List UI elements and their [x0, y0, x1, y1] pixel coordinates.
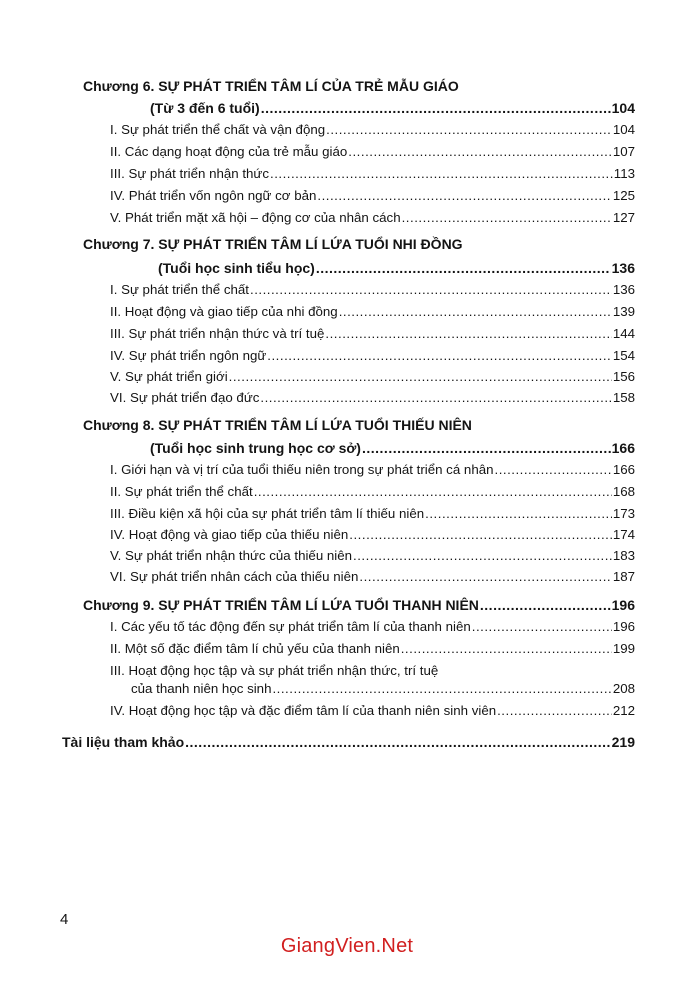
- toc-entry-label: IV. Phát triển vốn ngôn ngữ cơ bản: [110, 188, 317, 203]
- toc-entry-label: I. Các yếu tố tác động đến sự phát triển tâm lí của thanh niên: [110, 619, 471, 634]
- toc-entry: [110, 702, 635, 720]
- toc-entry-page: 166: [612, 462, 635, 477]
- dot-leader: [480, 596, 611, 614]
- chapter-9-title-row: [83, 596, 635, 614]
- toc-entry: [110, 547, 635, 565]
- toc-entry-page: 113: [613, 166, 635, 181]
- toc-entry-label: III. Hoạt động học tập và sự phát triển nhận thức, trí tuệ: [110, 663, 439, 678]
- toc-entry-label: IV. Hoạt động học tập và đặc điểm tâm lí của thanh niên sinh viên: [110, 703, 497, 718]
- toc-entry-label: II. Các dạng hoạt động của trẻ mẫu giáo: [110, 144, 348, 159]
- toc-entry-label: III. Sự phát triển nhận thức: [110, 166, 269, 181]
- toc-entry-label: VI. Sự phát triển nhân cách của thiếu niên: [110, 569, 359, 584]
- chapter-7-title: Chương 7. SỰ PHÁT TRIỂN TÂM LÍ LỨA TUỔI NHI ĐỒNG: [83, 236, 463, 252]
- toc-entry: [110, 209, 635, 227]
- toc-entry-page: 173: [612, 506, 635, 521]
- toc-entry-page: 187: [612, 569, 635, 584]
- dot-leader: [250, 281, 612, 299]
- dot-leader: [272, 680, 611, 698]
- toc-entry-label: III. Điều kiện xã hội của sự phát triển tâm lí thiếu niên: [110, 506, 425, 521]
- chapter-6-subtitle: (Từ 3 đến 6 tuổi): [150, 100, 260, 116]
- toc-entry-page: 196: [612, 619, 635, 634]
- toc-entry-page: 104: [612, 122, 635, 137]
- toc-entry-label: I. Sự phát triển thể chất: [110, 282, 249, 297]
- dot-leader: [353, 547, 612, 565]
- dot-leader: [185, 733, 611, 751]
- dot-leader: [425, 505, 612, 523]
- toc-entry: [110, 325, 635, 343]
- toc-entry-label: V. Phát triển mặt xã hội – động cơ của nhân cách: [110, 210, 401, 225]
- toc-entry: [110, 505, 635, 523]
- toc-entry-page: 199: [612, 641, 635, 656]
- chapter-8-subtitle: (Tuổi học sinh trung học cơ sở): [150, 440, 361, 456]
- toc-entry-label: I. Sự phát triển thể chất và vận động: [110, 122, 326, 137]
- toc-entry: [110, 303, 635, 321]
- chapter-7-subtitle-row: [158, 259, 635, 277]
- dot-leader: [267, 347, 612, 365]
- toc-entry: [110, 461, 635, 479]
- toc-entry-label: II. Một số đặc điểm tâm lí chủ yếu của thanh niên: [110, 641, 400, 656]
- dot-leader: [326, 121, 612, 139]
- watermark-text: GiangVien.Net: [280, 935, 414, 957]
- dot-leader: [270, 165, 613, 183]
- toc-entry: [110, 121, 635, 139]
- dot-leader: [472, 618, 612, 636]
- dot-leader: [229, 368, 612, 386]
- dot-leader: [362, 439, 611, 457]
- toc-entry: [110, 187, 635, 205]
- toc-entry-label: V. Sự phát triển nhận thức của thiếu niên: [110, 548, 353, 563]
- references-label: Tài liệu tham khảo: [62, 734, 185, 750]
- dot-leader: [261, 99, 611, 117]
- dot-leader: [316, 259, 611, 277]
- chapter-9-page: 196: [611, 597, 635, 613]
- toc-entry-page: 156: [612, 369, 635, 384]
- toc-entry-page: 127: [612, 210, 635, 225]
- dot-leader: [495, 461, 612, 479]
- toc-entry: [110, 368, 635, 386]
- toc-entry-label: II. Hoạt động và giao tiếp của nhi đồng: [110, 304, 338, 319]
- toc-entry-label: I. Giới hạn và vị trí của tuổi thiếu niên trong sự phát triển cá nhân: [110, 462, 494, 477]
- toc-entry: [110, 618, 635, 636]
- toc-entry-page: 174: [612, 527, 635, 542]
- toc-entry-page: 183: [612, 548, 635, 563]
- dot-leader: [497, 702, 612, 720]
- toc-entry: [110, 483, 635, 501]
- dot-leader: [401, 640, 612, 658]
- page-number: 4: [60, 911, 69, 928]
- toc-entry: [110, 640, 635, 658]
- toc-entry-page: 136: [612, 282, 635, 297]
- toc-entry-page: 125: [612, 188, 635, 203]
- dot-leader: [359, 568, 611, 586]
- toc-entry: [110, 143, 635, 161]
- chapter-6-subtitle-row: [150, 99, 635, 117]
- toc-entry-page: 158: [612, 390, 635, 405]
- toc-entry: [131, 680, 635, 698]
- toc-entry: [110, 165, 635, 183]
- toc-entry-page: 154: [612, 348, 635, 363]
- toc-entry: [110, 526, 635, 544]
- toc-entry-label: II. Sự phát triển thể chất: [110, 484, 253, 499]
- chapter-7-page: 136: [611, 260, 635, 276]
- chapter-6-title: Chương 6. SỰ PHÁT TRIỂN TÂM LÍ CỦA TRẺ MẪU GIÁO: [83, 78, 459, 94]
- toc-entry-label: V. Sự phát triển giới: [110, 369, 228, 384]
- chapter-8-subtitle-row: [150, 439, 635, 457]
- toc-entry-page: 144: [612, 326, 635, 341]
- toc-entry-label: IV. Sự phát triển ngôn ngữ: [110, 348, 267, 363]
- toc-entry: [110, 281, 635, 299]
- chapter-6-page: 104: [611, 100, 635, 116]
- chapter-8-page: 166: [611, 440, 635, 456]
- toc-entry: [110, 389, 635, 407]
- toc-entry: [110, 568, 635, 586]
- toc-entry-label: III. Sự phát triển nhận thức và trí tuệ: [110, 326, 325, 341]
- toc-entry-page: 208: [612, 681, 635, 696]
- toc-entry-label: IV. Hoạt động và giao tiếp của thiếu niên: [110, 527, 349, 542]
- dot-leader: [317, 187, 611, 205]
- toc-entry-label: VI. Sự phát triển đạo đức: [110, 390, 260, 405]
- dot-leader: [339, 303, 612, 321]
- toc-entry-page: 107: [612, 144, 635, 159]
- references-row: [62, 733, 635, 751]
- toc-entry-page: 139: [612, 304, 635, 319]
- references-page: 219: [611, 734, 635, 750]
- toc-entry-page: 212: [612, 703, 635, 718]
- dot-leader: [325, 325, 611, 343]
- toc-entry: [110, 347, 635, 365]
- dot-leader: [402, 209, 612, 227]
- dot-leader: [254, 483, 612, 501]
- toc-entry-page: 168: [612, 484, 635, 499]
- chapter-8-title: Chương 8. SỰ PHÁT TRIỂN TÂM LÍ LỨA TUỔI THIẾU NIÊN: [83, 417, 472, 433]
- dot-leader: [260, 389, 611, 407]
- dot-leader: [349, 526, 612, 544]
- dot-leader: [348, 143, 612, 161]
- chapter-7-subtitle: (Tuổi học sinh tiểu học): [158, 260, 315, 276]
- chapter-9-title: Chương 9. SỰ PHÁT TRIỂN TÂM LÍ LỨA TUỔI THANH NIÊN: [83, 597, 479, 613]
- toc-entry-label-continued: của thanh niên học sinh: [131, 681, 272, 696]
